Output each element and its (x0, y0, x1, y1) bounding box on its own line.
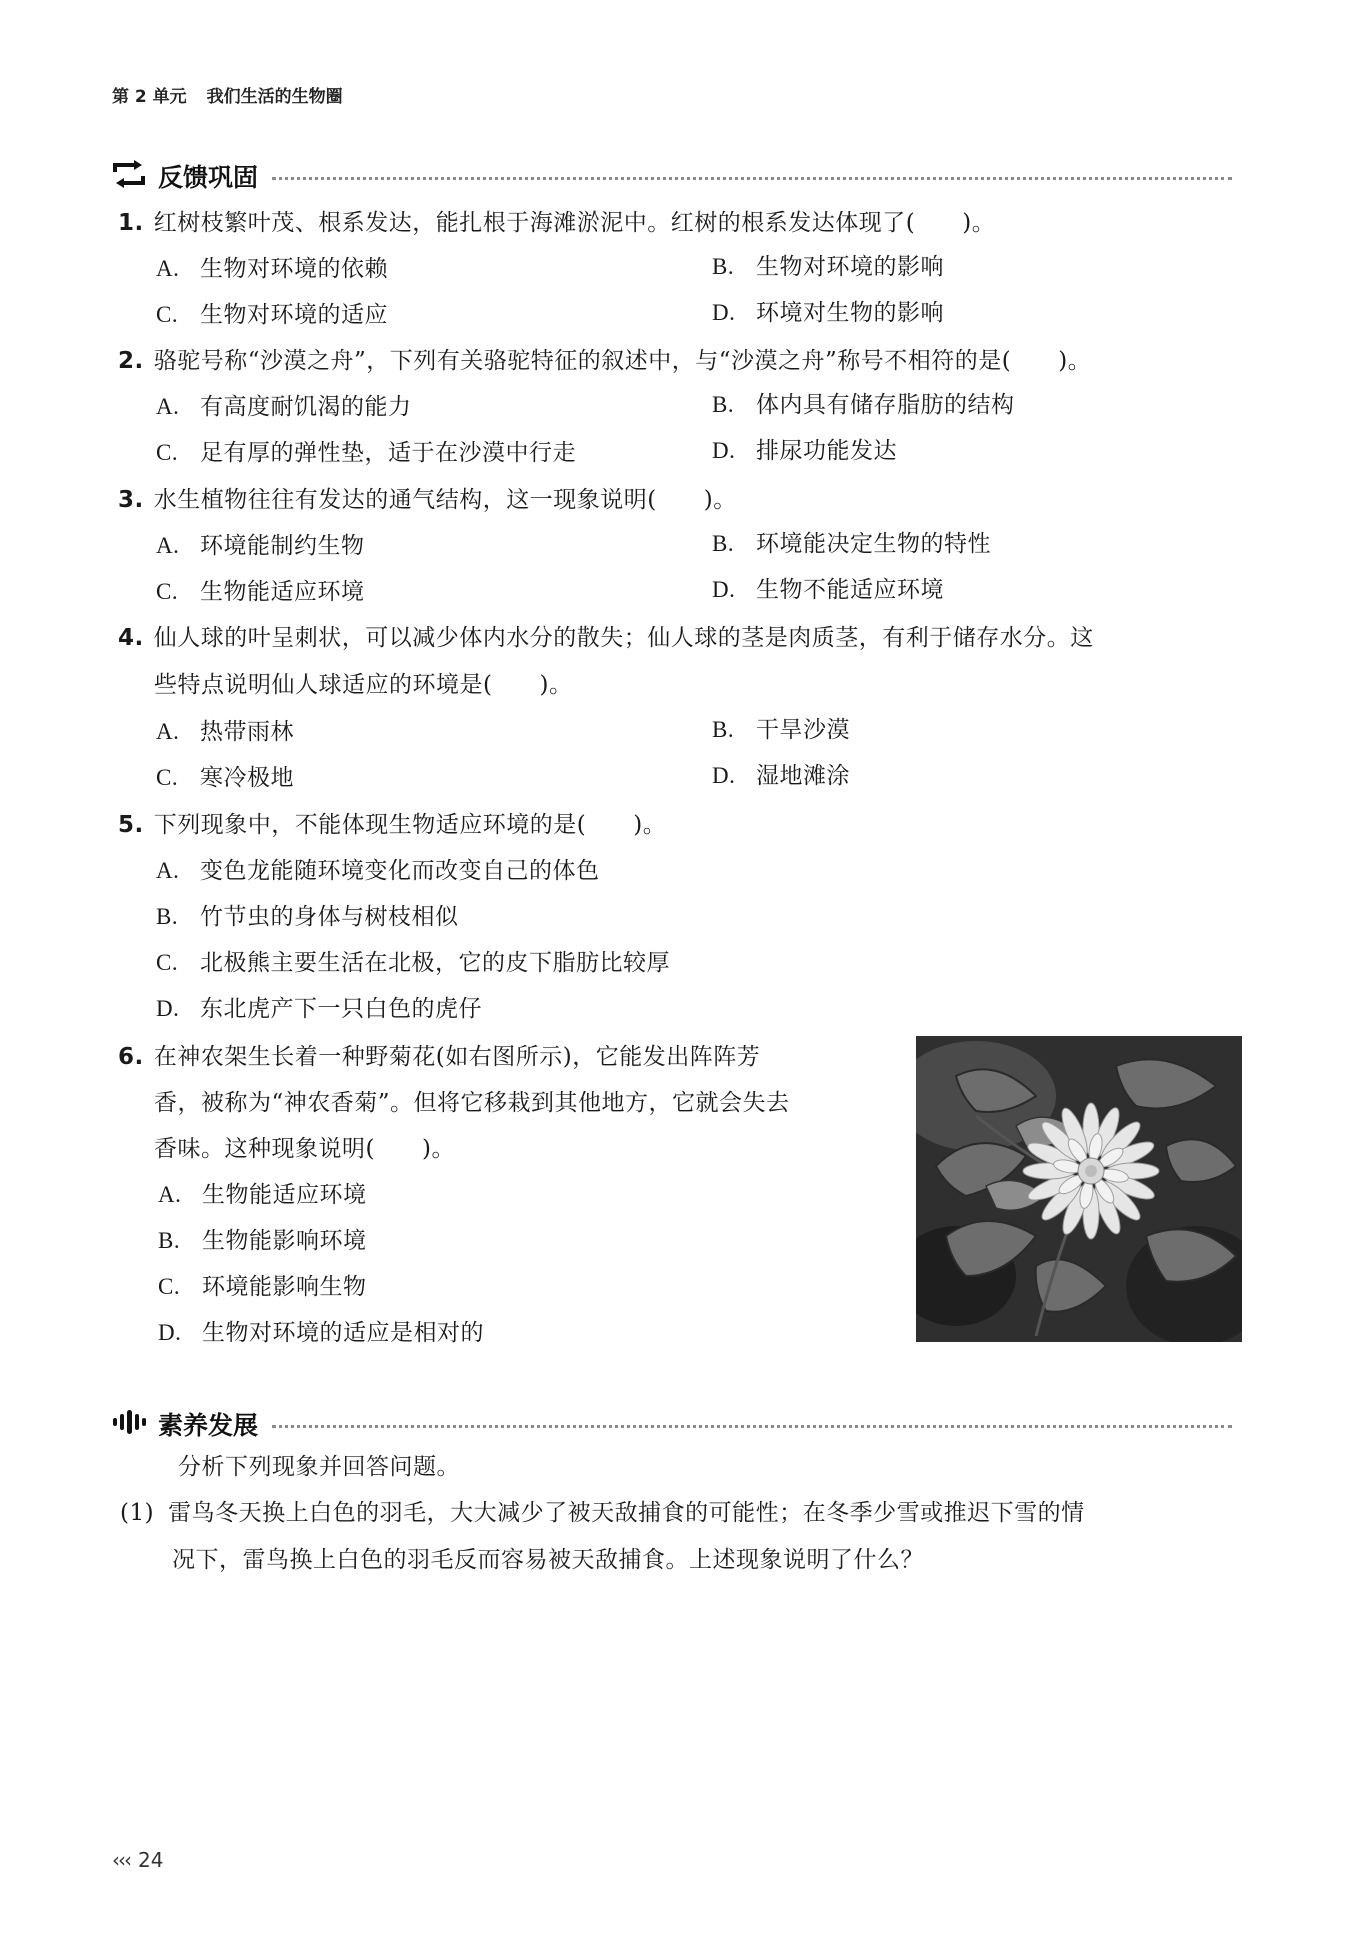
q6-option-d: D. 生物对环境的适应是相对的 (158, 1320, 484, 1346)
q5-option-a: A. 变色龙能随环境变化而改变自己的体色 (156, 858, 600, 884)
dotted-divider (272, 177, 1232, 180)
page-footer (112, 1848, 163, 1872)
question-5: 5. 下列现象中，不能体现生物适应环境的是( )。 (118, 812, 667, 838)
q5-option-b: B. 竹节虫的身体与树枝相似 (156, 904, 459, 930)
q6-option-c: C. 环境能影响生物 (158, 1274, 367, 1300)
q3-option-b: B. 环境能决定生物的特性 (712, 531, 991, 557)
q3-option-c: C. 生物能适应环境 (156, 579, 365, 605)
refresh-icon (112, 160, 146, 192)
q4-option-b: B. 干旱沙漠 (712, 717, 850, 743)
q1-option-b: B. 生物对环境的影响 (712, 254, 944, 280)
unit-label: 第 2 单元 (112, 87, 187, 107)
question-6: 6. 在神农架生长着一种野菊花(如右图所示)，它能发出阵阵芳 (118, 1044, 761, 1070)
sound-bars-icon (112, 1409, 152, 1439)
development-intro: 分析下列现象并回答问题。 (178, 1454, 460, 1480)
q1-option-c: C. 生物对环境的适应 (156, 302, 388, 328)
question-3: 3. 水生植物往往有发达的通气结构，这一现象说明( )。 (118, 487, 737, 513)
q2-option-c: C. 足有厚的弹性垫，适于在沙漠中行走 (156, 440, 576, 466)
dotted-divider (272, 1425, 1232, 1428)
chrysanthemum-photo (916, 1036, 1242, 1342)
chevrons-left-icon: ‹‹‹ (112, 1848, 130, 1872)
page-header (112, 82, 343, 107)
section-development-heading (112, 1404, 1232, 1444)
q2-option-d: D. 排尿功能发达 (712, 438, 897, 464)
section-title: 反馈巩固 (158, 163, 259, 192)
q3-option-a: A. 环境能制约生物 (156, 533, 365, 559)
question-1: 1. 红树枝繁叶茂、根系发达，能扎根于海滩淤泥中。红树的根系发达体现了( )。 (118, 210, 996, 236)
q6-option-b: B. 生物能影响环境 (158, 1228, 367, 1254)
q2-option-a: A. 有高度耐饥渴的能力 (156, 394, 412, 420)
q1-option-d: D. 环境对生物的影响 (712, 300, 944, 326)
page-number: 24 (138, 1848, 164, 1872)
q6-option-a: A. 生物能适应环境 (158, 1182, 367, 1208)
section-feedback-heading (112, 156, 1232, 196)
question-4-line-2: 些特点说明仙人球适应的环境是( )。 (154, 672, 573, 698)
q3-option-d: D. 生物不能适应环境 (712, 577, 944, 603)
unit-title: 我们生活的生物圈 (206, 87, 343, 107)
section-title: 素养发展 (158, 1411, 259, 1440)
q2-option-b: B. 体内具有储存脂肪的结构 (712, 392, 1015, 418)
development-question-1-line-2: 况下，雷鸟换上白色的羽毛反而容易被天敌捕食。上述现象说明了什么？ (172, 1547, 924, 1573)
development-question-1: (1) 雷鸟冬天换上白色的羽毛，大大减少了被天敌捕食的可能性；在冬季少雪或推迟下雪的情 (120, 1500, 1085, 1526)
question-6-line-2: 香，被称为“神农香菊”。但将它移栽到其他地方，它就会失去 (154, 1090, 790, 1116)
question-4: 4. 仙人球的叶呈刺状，可以减少体内水分的散失；仙人球的茎是肉质茎，有利于储存水分。这 (118, 625, 1094, 651)
q1-option-a: A. 生物对环境的依赖 (156, 256, 388, 282)
q4-option-d: D. 湿地滩涂 (712, 763, 850, 789)
q4-option-a: A. 热带雨林 (156, 719, 294, 745)
q5-option-d: D. 东北虎产下一只白色的虎仔 (156, 996, 482, 1022)
q4-option-c: C. 寒冷极地 (156, 765, 294, 791)
question-2: 2. 骆驼号称“沙漠之舟”，下列有关骆驼特征的叙述中，与“沙漠之舟”称号不相符的是( )。 (118, 348, 1092, 374)
q5-option-c: C. 北极熊主要生活在北极，它的皮下脂肪比较厚 (156, 950, 670, 976)
question-6-line-3: 香味。这种现象说明( )。 (154, 1136, 455, 1162)
